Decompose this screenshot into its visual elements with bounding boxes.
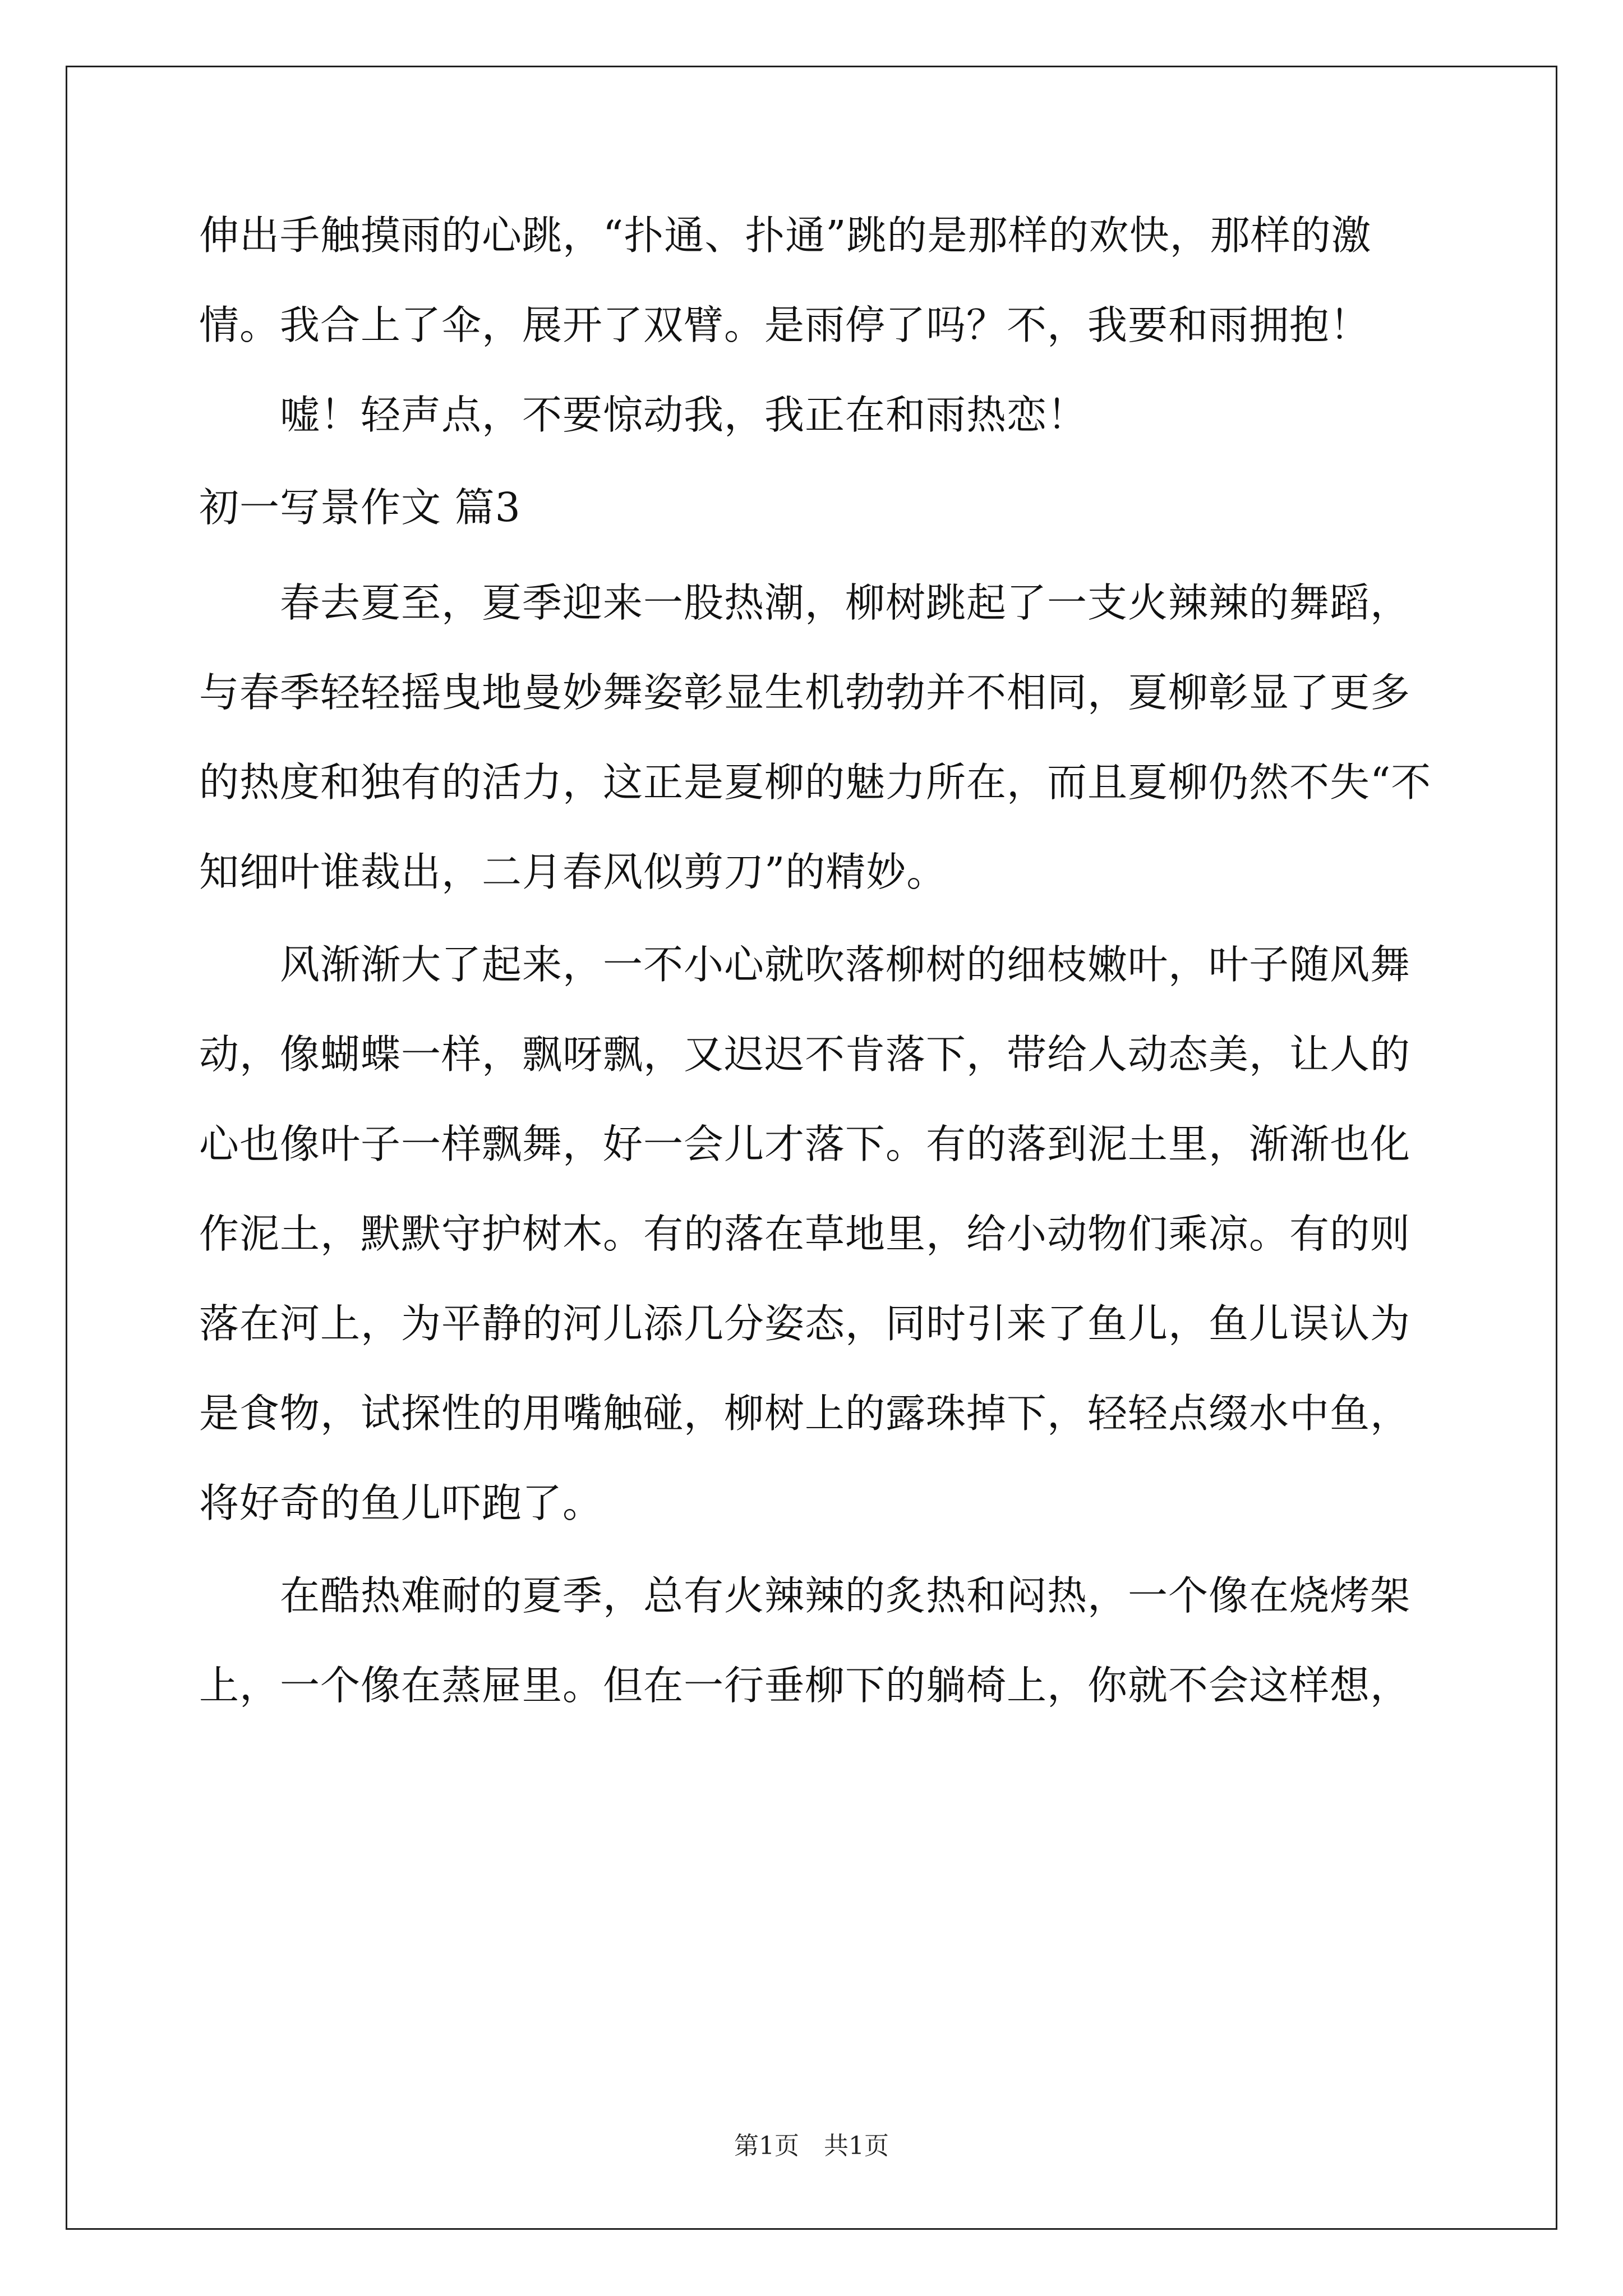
text-line: 的热度和独有的活力，这正是夏柳的魅力所在，而且夏柳仍然不失“不: [199, 759, 1432, 806]
text-line: 是食物，试探性的用嘴触碰，柳树上的露珠掉下，轻轻点缀水中鱼，: [199, 1390, 1411, 1437]
text-line: 落在河上，为平静的河儿添几分姿态，同时引来了鱼儿，鱼儿误认为: [199, 1300, 1411, 1347]
text-line: 春去夏至，夏季迎来一股热潮，柳树跳起了一支火辣辣的舞蹈，: [199, 579, 1411, 626]
text-line: 与春季轻轻摇曳地曼妙舞姿彰显生机勃勃并不相同，夏柳彰显了更多: [199, 669, 1411, 716]
text-line: 心也像叶子一样飘舞，好一会儿才落下。有的落到泥土里，渐渐也化: [199, 1121, 1411, 1167]
text-line: 伸出手触摸雨的心跳，“扑通、扑通”跳的是那样的欢快，那样的激: [199, 212, 1372, 259]
text-line: 动，像蝴蝶一样，飘呀飘，又迟迟不肯落下，带给人动态美，让人的: [199, 1031, 1411, 1078]
section-heading: 初一写景作文 篇3: [199, 484, 521, 531]
text-line: 知细叶谁裁出，二月春风似剪刀”的精妙。: [199, 849, 947, 895]
text-line: 作泥土，默默守护树木。有的落在草地里，给小动物们乘凉。有的则: [199, 1211, 1411, 1257]
text-line: 将好奇的鱼儿吓跑了。: [199, 1480, 603, 1526]
text-line: 嘘！轻声点，不要惊动我，我正在和雨热恋！: [199, 392, 1088, 438]
page-footer: 第1页 共1页: [734, 2132, 889, 2160]
text-line: 风渐渐大了起来，一不小心就吹落柳树的细枝嫩叶，叶子随风舞: [199, 941, 1411, 988]
text-line: 上，一个像在蒸屉里。但在一行垂柳下的躺椅上，你就不会这样想，: [199, 1662, 1411, 1709]
text-line: 情。我合上了伞，展开了双臂。是雨停了吗？不，我要和雨拥抱！: [199, 302, 1371, 348]
text-line: 在酷热难耐的夏季，总有火辣辣的炙热和闷热，一个像在烧烤架: [199, 1572, 1411, 1619]
